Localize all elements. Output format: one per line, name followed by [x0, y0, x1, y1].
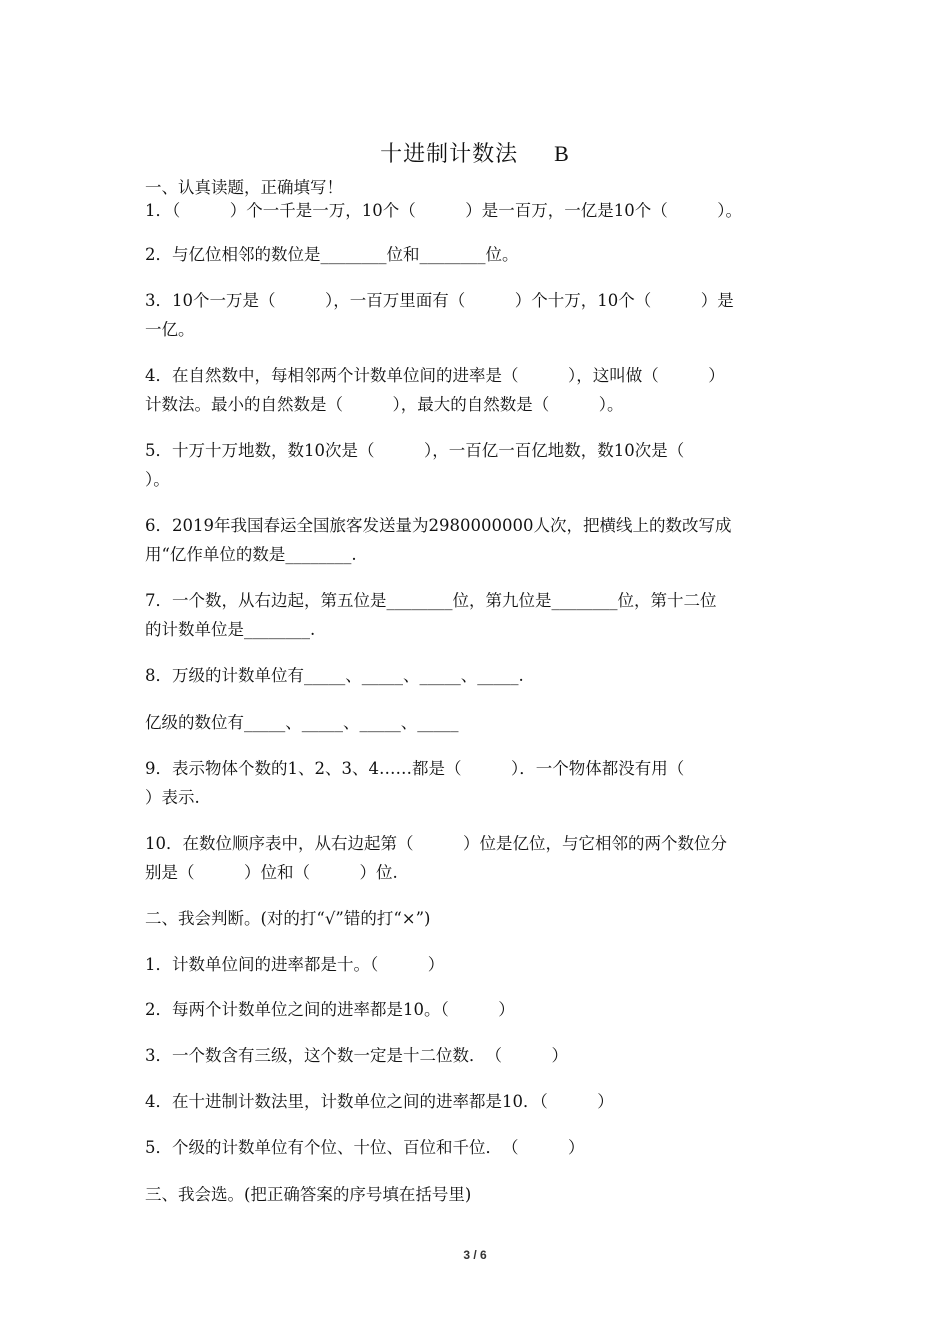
question-4-line-2: 计数法。最小的自然数是（ ），最大的自然数是（ ）。 [145, 395, 624, 414]
question-8-line-1: 8．万级的计数单位有_____、_____、_____、_____. [145, 666, 524, 685]
question-7-line-1: 7．一个数，从右边起，第五位是________位，第九位是________位，第十二位 [145, 591, 717, 610]
question-4-line-1: 4．在自然数中，每相邻两个计数单位间的进率是（ ），这叫做（ ） [145, 366, 725, 385]
question-3-line-1: 3．10个一万是（ ），一百万里面有（ ）个十万，10个（ ）是 [145, 291, 734, 310]
question-5-line-1: 5．十万十万地数，数10次是（ ），一百亿一百亿地数，数10次是（ [145, 441, 685, 460]
judge-4: 4．在十进制计数法里，计数单位之间的进率都是10．（ ） [145, 1092, 614, 1111]
question-10-line-1: 10．在数位顺序表中，从右边起第（ ）位是亿位，与它相邻的两个数位分 [145, 834, 727, 853]
question-7-line-2: 的计数单位是________. [145, 620, 316, 639]
question-8-line-2: 亿级的数位有_____、_____、_____、_____ [145, 713, 459, 732]
question-2: 2．与亿位相邻的数位是________位和________位。 [145, 245, 519, 264]
question-1: 1．（ ）个一千是一万，10个（ ）是一百万，一亿是10个（ ）。 [145, 201, 742, 220]
question-6-line-1: 6．2019年我国春运全国旅客发送量为2980000000人次，把横线上的数改写成 [145, 516, 732, 535]
judge-3: 3．一个数含有三级，这个数一定是十二位数． （ ） [145, 1046, 568, 1065]
page-title [0, 137, 950, 168]
judge-2: 2．每两个计数单位之间的进率都是10。（ ） [145, 1000, 515, 1019]
section-1-heading: 一、认真读题，正确填写！ [145, 178, 343, 197]
title-suffix: B [554, 141, 570, 166]
question-9-line-2: ）表示. [145, 788, 200, 807]
judge-5: 5．个级的计数单位有个位、十位、百位和千位． （ ） [145, 1138, 585, 1157]
section-2-heading: 二、我会判断。(对的打“√”错的打“×”) [145, 909, 431, 928]
judge-1: 1．计数单位间的进率都是十。（ ） [145, 955, 445, 974]
page-number: 3 / 6 [463, 1248, 487, 1262]
title-text: 十进制计数法 [380, 142, 519, 167]
question-10-line-2: 别是（ ）位和（ ）位. [145, 863, 398, 882]
section-3-heading: 三、我会选。(把正确答案的序号填在括号里) [145, 1185, 472, 1204]
question-9-line-1: 9．表示物体个数的1、2、3、4……都是（ ）．一个物体都没有用（ [145, 759, 685, 778]
question-5-line-2: ）。 [145, 470, 170, 489]
question-6-line-2: 用“亿作单位的数是________. [145, 545, 357, 564]
question-3-line-2: 一亿。 [145, 320, 195, 339]
